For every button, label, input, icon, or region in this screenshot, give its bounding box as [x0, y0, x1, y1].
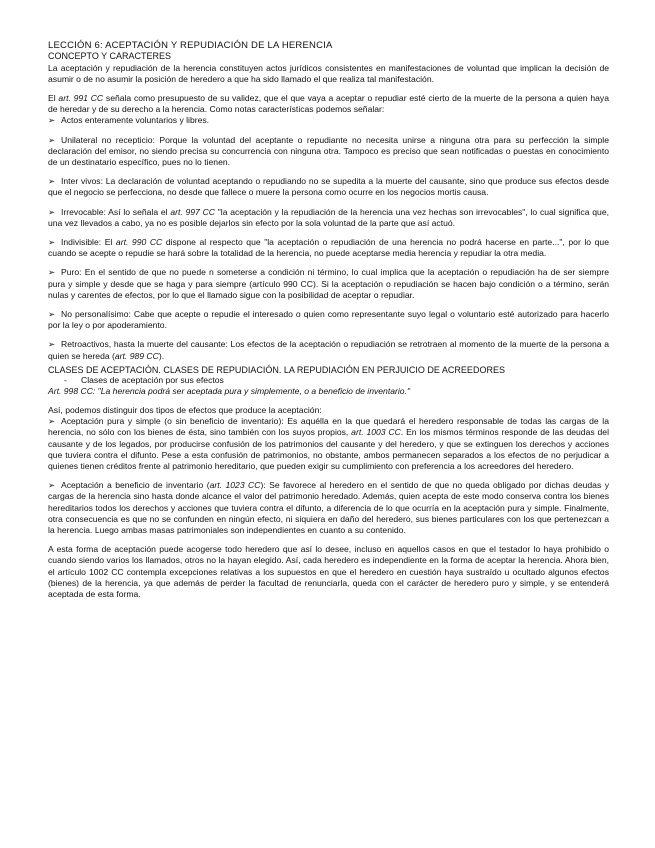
arrow-bullet-icon: ➢	[48, 236, 56, 247]
arrow-bullet-icon: ➢	[48, 115, 56, 126]
bullet-inter-vivos: ➢ Inter vivos: La declaración de voluntad aceptando o repudiando no se supedita a la muerte del causante, sino que produce sus efectos desde que el negocio se perfecciona, no desde que fallece o muere la persona como ocurre en los negocios mortis causa.	[48, 176, 609, 198]
article-reference: art. 997 CC	[170, 206, 215, 217]
article-reference: art. 991 CC	[58, 92, 104, 103]
arrow-bullet-icon: ➢	[48, 480, 56, 491]
article-reference: art. 1023 CC	[209, 480, 261, 491]
section-heading-concepto: CONCEPTO Y CARACTERES	[48, 51, 172, 61]
art998-quote: Art. 998 CC: "La herencia podrá ser aceptada pura y simplemente, o a beneficio de inventario."	[48, 385, 410, 396]
arrow-bullet-icon: ➢	[48, 134, 56, 145]
bullet-puro: ➢ Puro: En el sentido de que no puede n someterse a condición ni término, lo cual implica que la aceptación o repudiación ha de ser siempre pura y simple y desde que se haga y para siempre (artículo 990 CC). Si la aceptación o repudiación se hacen bajo condición o a término, serán nulas y carentes de efectos, por lo que el llamado sigue con la posibilidad de aceptar o repudiar.	[48, 267, 609, 300]
final-paragraph: A esta forma de aceptación puede acogerse todo heredero que así lo desee, incluso en aquellos casos en que el testador lo haya prohibido o cuando siendo varios los llamados, otros no la hayan elegido. Así, cada heredero es independiente en la forma de aceptar la herencia. Ahora bien, el artículo 1002 CC contempla excepciones relativas a los supuestos en que el heredero en cuestión haya sustraído u ocultado algunos efectos (bienes) de la herencia, ya que además de perder la facultad de renunciarla, queda con el carácter de heredero puro y simple, y se entenderá aceptada de esta forma.	[48, 544, 609, 600]
arrow-bullet-icon: ➢	[48, 339, 56, 350]
article-reference: art. 989 CC	[114, 350, 159, 361]
sub-bullet-clases: - Clases de aceptación por sus efectos	[64, 375, 224, 386]
article-reference: art. 990 CC	[115, 236, 163, 247]
bullet-aceptacion-pura: ➢ Aceptación pura y simple (o sin beneficio de inventario): Es aquélla en la que quedará el heredero responsable de todas las cargas de la herencia, no sólo con los bienes de ésta, sino también con los suyos propios, art. 1003 CC. En los mismos términos responde de las deudas del causante y de los legados, por producirse confusión de los patrimonios del causante y del heredero, y que se extinguen los derechos y acciones que tuviera contra el difunto. Pese a esta confusión de patrimonios, no obstante, ambos permanecen separados a los efectos de no perjudicar a quienes tienen créditos frente al patrimonio hereditario, que pueden exigir su cumplimiento con preferencia a los acreedores del heredero.	[48, 416, 609, 471]
article-reference: art. 1003 CC	[351, 427, 401, 438]
bullet-voluntarios: ➢ Actos enteramente voluntarios y libres.	[48, 115, 210, 126]
section-heading-clases: CLASES DE ACEPTACIÓN. CLASES DE REPUDIACIÓN. LA REPUDIACIÓN EN PERJUICIO DE ACREEDORES	[48, 364, 505, 375]
bullet-indivisible: ➢ Indivisible: El art. 990 CC dispone al respecto que "la aceptación o repudiación de una herencia no podrá hacerse en parte...", por lo que cuando se acepte o repudie se hará sobre la totalidad de la herencia, no puede aceptarse media herencia y repudiar la otra media.	[48, 236, 609, 259]
bullet-retroactivos: ➢ Retroactivos, hasta la muerte del causante: Los efectos de la aceptación o repudiación se retrotraen al momento de la muerte de la persona a quien se hereda (art. 989 CC).	[48, 339, 609, 361]
arrow-bullet-icon: ➢	[48, 308, 56, 319]
bullet-unilateral: ➢ Unilateral no recepticio: Porque la voluntad del aceptante o repudiante no necesita unirse a ninguna otra para su perfección la simple declaración del emisor, no siendo precisa su concurrencia con ninguna otra. Tampoco es preciso que sean notificadas o puestas en conocimiento de un destinatario específico, pues no lo tienen.	[48, 134, 609, 167]
arrow-bullet-icon: ➢	[48, 206, 56, 217]
art991-paragraph: El art. 991 CC señala como presupuesto de su validez, que el que vaya a aceptar o repudiar esté cierto de la muerte de la persona a quien haya de heredar y de su derecho a la herencia. Como notas características podemos señalar:	[48, 92, 609, 115]
lesson-title: LECCIÓN 6: ACEPTACIÓN Y REPUDIACIÓN DE LA HERENCIA	[48, 40, 333, 51]
dash-bullet-icon: -	[64, 375, 67, 386]
bullet-irrevocable: ➢ Irrevocable: Así lo señala el art. 997 CC "la aceptación y la repudiación de la herencia una vez hechas son irrevocables", lo cual significa que, una vez llevados a cabo, ya no es posible dejarlos sin efecto por la sola voluntad de la parte que así actuó.	[48, 206, 609, 228]
two-types-paragraph: Así, podemos distinguir dos tipos de efectos que produce la aceptación:	[48, 404, 322, 415]
arrow-bullet-icon: ➢	[48, 416, 56, 427]
intro-paragraph: La aceptación y repudiación de la herencia constituyen actos jurídicos consistentes en manifestaciones de voluntad que implican la decisión de asumir o de no asumir la posición de heredero a que ha sido llamado el que realiza tal manifestación.	[48, 62, 609, 84]
arrow-bullet-icon: ➢	[48, 267, 56, 278]
bullet-aceptacion-beneficio: ➢ Aceptación a beneficio de inventario (art. 1023 CC): Se favorece al heredero en el sentido de que no queda obligado por dichas deudas y cargas de la herencia sino hasta donde alcance el valor del patrimonio heredado. Además, quien acepta de este modo conserva contra los bienes hereditarios todos los derechos y acciones que tuviera contra el difunto, a diferencia de lo que ocurría en la aceptación pura y simple. Finalmente, otra consecuencia es que no se confunden en ningún efecto, ni siquiera en daño del heredero, sus bienes particulares con los que pertenezcan a la herencia. Luego ambas masas patrimoniales son independientes en cuanto a su contenido.	[48, 480, 609, 535]
bullet-no-personalisimo: ➢ No personalísimo: Cabe que acepte o repudie el interesado o quien como representante suyo legal o voluntario esté autorizado para hacerlo por la ley o por apoderamiento.	[48, 308, 609, 331]
arrow-bullet-icon: ➢	[48, 176, 56, 187]
